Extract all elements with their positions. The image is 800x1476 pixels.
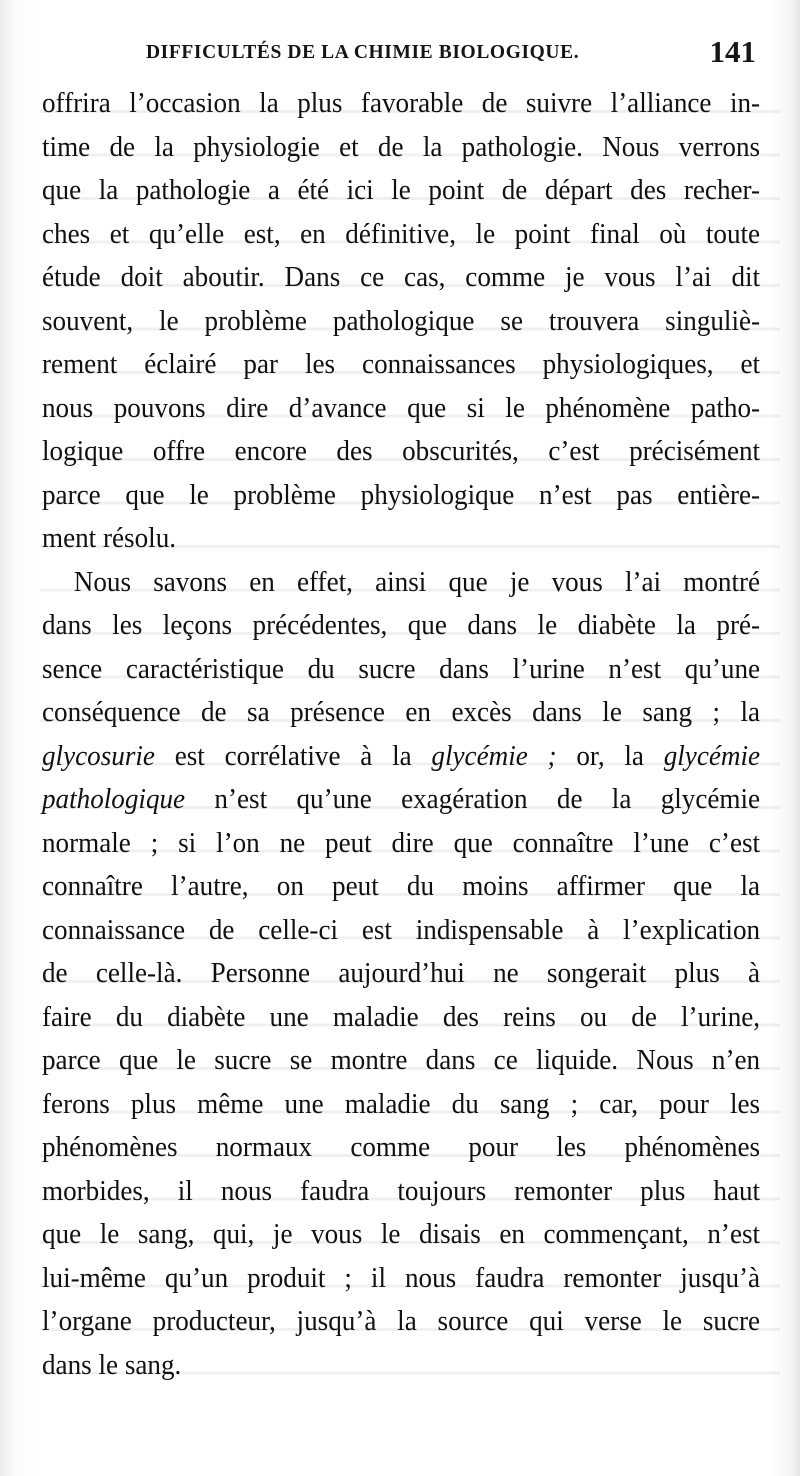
text-line: que le sang, qui, je vous le disais en commençant, n’est <box>42 1218 761 1250</box>
text-line: conséquence de sa présence en excès dans le sang ; la <box>42 696 761 728</box>
text-line: parce que le sucre se montre dans ce liquide. Nous n’en <box>42 1044 761 1076</box>
italic-term-glycemie: glycémie ; <box>431 739 557 772</box>
text-line-with-italics: glycosurie est corrélative à la glycémie ; or, la glycémie <box>42 739 761 772</box>
text-line-with-italics: pathologique n’est qu’une exagération de la glycémie <box>42 783 761 815</box>
text-line: time de la physiologie et de la pathologie. Nous verrons <box>42 130 761 163</box>
text-line: offrira l’occasion la plus favorable de suivre l’alliance in- <box>42 87 761 119</box>
text-line: ment résolu. <box>42 522 177 554</box>
running-head-title: DIFFICULTÉS DE LA CHIMIE BIOLOGIQUE. <box>146 42 580 63</box>
text-line: ches et qu’elle est, en définitive, le point final où toute <box>42 217 761 250</box>
text-line: morbides, il nous faudra toujours remonter plus haut <box>42 1174 761 1207</box>
text-line: l’organe producteur, jusqu’à la source qui verse le sucre <box>42 1305 761 1337</box>
text-line: normale ; si l’on ne peut dire que connaître l’une c’est <box>42 826 761 859</box>
text-line: connaissance de celle-ci est indispensable à l’explication <box>42 913 761 946</box>
running-head <box>146 36 758 76</box>
text-line: étude doit aboutir. Dans ce cas, comme je vous l’ai dit <box>42 261 761 293</box>
text-line: nous pouvons dire d’avance que si le phénomène patho- <box>42 391 761 424</box>
page-number: 141 <box>709 34 756 69</box>
text-line: souvent, le problème pathologique se trouvera singuliè- <box>42 304 761 337</box>
text-line: rement éclairé par les connaissances physiologiques, et <box>42 348 761 380</box>
text-line: que la pathologie a été ici le point de départ des recher- <box>42 174 761 206</box>
text-line: logique offre encore des obscurités, c’est précisément <box>42 435 761 467</box>
body-text <box>42 82 761 1387</box>
text-line: dans le sang. <box>42 1348 182 1381</box>
text-line: Nous savons en effet, ainsi que je vous l’ai montré <box>73 565 761 598</box>
italic-term-glycosurie: glycosurie <box>42 739 155 772</box>
text-line: de celle-là. Personne aujourd’hui ne songerait plus à <box>42 957 761 989</box>
text-line: lui-même qu’un produit ; il nous faudra remonter jusqu’à <box>42 1261 761 1294</box>
text-line: dans les leçons précédentes, que dans le diabète la pré- <box>42 609 761 641</box>
text-line: phénomènes normaux comme pour les phénomènes <box>42 1131 761 1163</box>
text-line: parce que le problème physiologique n’est pas entière- <box>42 478 761 511</box>
text-line: connaître l’autre, on peut du moins affirmer que la <box>42 870 761 902</box>
text-line: sence caractéristique du sucre dans l’urine n’est qu’une <box>42 652 761 685</box>
text-line: ferons plus même une maladie du sang ; car, pour les <box>42 1087 761 1120</box>
italic-term-pathologique: pathologique <box>42 783 186 815</box>
italic-term-glycemie: glycémie <box>663 739 761 772</box>
text-line: faire du diabète une maladie des reins ou de l’urine, <box>42 1000 761 1033</box>
